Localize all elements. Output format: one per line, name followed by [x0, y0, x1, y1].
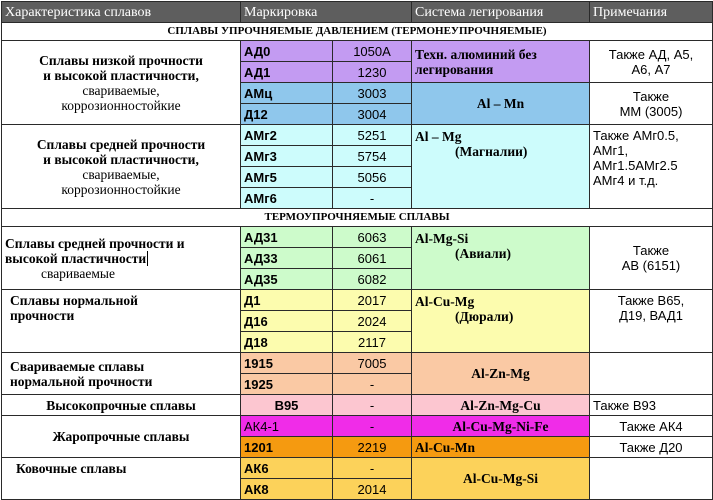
note-al-mg-line4: АМг4 и т.д. [593, 173, 659, 188]
group-medium-heat-line1: Сплавы средней прочности и [5, 235, 185, 251]
section-row [2, 23, 713, 41]
note-1201: Также Д20 [590, 437, 713, 458]
note-tech-al-line1: Также АД, А5, [608, 46, 694, 62]
group-weldable-line1: Свариваемые сплавы [10, 358, 145, 374]
intl-amg2: 5251 [333, 125, 412, 146]
group-medium-heat-line3: свариваемые [41, 265, 115, 281]
system-al-cu-mg-si: Al-Cu-Mg-Si [412, 458, 590, 500]
system-al-cu-mg [412, 290, 590, 353]
note-al-mg-si-line1: Также [632, 243, 670, 258]
group-low-strength-line1: Сплавы низкой прочности [39, 52, 203, 68]
intl-1201: 2219 [333, 437, 412, 458]
section-title-non-hardened: СПЛАВЫ УПРОЧНЯЕМЫЕ ДАВЛЕНИЕМ (ТЕРМОНЕУПРОЧНЯЕМЫЕ) [2, 23, 713, 41]
table-row [2, 125, 713, 146]
table-row [2, 227, 713, 248]
note-v95: Также В93 [590, 395, 713, 416]
grade-d16: Д16 [241, 311, 333, 332]
note-tech-al [590, 41, 713, 83]
system-al-mg-line2: (Магналии) [455, 144, 528, 159]
group-normal-strength [2, 290, 241, 353]
header-marking: Маркировка [241, 2, 412, 23]
grade-1925: 1925 [241, 374, 333, 395]
intl-ad33: 6061 [333, 248, 412, 269]
intl-ad1: 1230 [333, 62, 412, 83]
note-al-mg-si [590, 227, 713, 290]
group-medium-heat-line2-text: высокой пластичности [5, 250, 147, 266]
system-al-mg [412, 125, 590, 209]
group-medium-strength-heat [2, 227, 241, 290]
table-row [2, 395, 713, 416]
grade-ad1: АД1 [241, 62, 333, 83]
note-al-mg [590, 125, 713, 209]
intl-ak41: - [333, 416, 412, 437]
group-medium-strength-line4: коррозионностойкие [61, 181, 181, 197]
group-low-strength [2, 41, 241, 125]
intl-ad35: 6082 [333, 269, 412, 290]
intl-amts: 3003 [333, 83, 412, 104]
grade-amg5: АМг5 [241, 167, 333, 188]
table-row [2, 290, 713, 311]
grade-1201: 1201 [241, 437, 333, 458]
intl-ad0: 1050А [333, 41, 412, 62]
table-row [2, 458, 713, 479]
grade-ak6: АК6 [241, 458, 333, 479]
intl-amg5: 5056 [333, 167, 412, 188]
group-low-strength-line4: коррозионностойкие [61, 97, 181, 113]
note-al-mg-line2: АМг1, [593, 143, 629, 158]
note-al-mn-line2: ММ (3005) [619, 103, 683, 119]
intl-d1: 2017 [333, 290, 412, 311]
group-medium-strength-line3: свариваемые, [82, 166, 160, 182]
section-row [2, 209, 713, 227]
system-al-mg-line1: Al – Mg [415, 129, 462, 144]
intl-d18: 2117 [333, 332, 412, 353]
grade-ad33: АД33 [241, 248, 333, 269]
system-al-cu-mn: Al-Cu-Mn [412, 437, 590, 458]
note-al-cu-mg-line2: Д19, ВАД1 [619, 308, 683, 323]
intl-amg6: - [333, 188, 412, 209]
group-forging: Ковочные сплавы [2, 458, 241, 500]
system-al-cu-mg-ni-fe: Al-Cu-Mg-Ni-Fe [412, 416, 590, 437]
note-al-cu-mg-line1: Также В65, [617, 293, 685, 308]
group-medium-strength [2, 125, 241, 209]
note-al-mg-line1: Также АМг0.5, [593, 128, 679, 143]
system-tech-al [412, 41, 590, 83]
section-title-hardened: ТЕРМОУПРОЧНЯЕМЫЕ СПЛАВЫ [2, 209, 713, 227]
group-medium-heat-line2 [5, 251, 237, 266]
grade-amg6: АМг6 [241, 188, 333, 209]
grade-ad31: АД31 [241, 227, 333, 248]
note-tech-al-line2: А6, А7 [631, 61, 671, 77]
system-tech-al-line2: легирования [415, 61, 494, 77]
table-row [2, 416, 713, 437]
grade-ak41: АК4-1 [241, 416, 333, 437]
note-al-mn-line1: Также [632, 88, 670, 104]
system-al-cu-mg-line2: (Дюрали) [455, 309, 514, 324]
grade-ad0: АД0 [241, 41, 333, 62]
system-al-mn: Al – Mn [412, 83, 590, 125]
header-characteristic: Характеристика сплавов [2, 2, 241, 23]
group-normal-line2: прочности [10, 308, 75, 323]
intl-amg3: 5754 [333, 146, 412, 167]
grade-v95: В95 [241, 395, 333, 416]
group-high-strength: Высокопрочные сплавы [2, 395, 241, 416]
system-tech-al-line1: Техн. алюминий без [415, 46, 537, 62]
group-weldable-line2: нормальной прочности [10, 373, 153, 389]
intl-1925: - [333, 374, 412, 395]
system-al-cu-mg-line1: Al-Cu-Mg [415, 294, 475, 309]
system-al-zn-mg-cu: Al-Zn-Mg-Cu [412, 395, 590, 416]
table-row [2, 353, 713, 374]
note-ak6-ak8 [590, 458, 713, 500]
grade-d1: Д1 [241, 290, 333, 311]
grade-amts: АМц [241, 83, 333, 104]
grade-amg3: АМг3 [241, 146, 333, 167]
intl-ak6: - [333, 458, 412, 479]
system-al-zn-mg: Al-Zn-Mg [412, 353, 590, 395]
note-al-mg-si-line2: АВ (6151) [621, 258, 681, 273]
header-notes: Примечания [590, 2, 713, 23]
grade-d12: Д12 [241, 104, 333, 125]
alloys-table [1, 1, 713, 500]
intl-ak8: 2014 [333, 479, 412, 500]
grade-ak8: АК8 [241, 479, 333, 500]
intl-d16: 2024 [333, 311, 412, 332]
table-row [2, 41, 713, 62]
intl-ad31: 6063 [333, 227, 412, 248]
grade-amg2: АМг2 [241, 125, 333, 146]
intl-1915: 7005 [333, 353, 412, 374]
intl-d12: 3004 [333, 104, 412, 125]
header-row [2, 2, 713, 23]
group-low-strength-line2: и высокой пластичности, [43, 67, 199, 83]
group-weldable-normal [2, 353, 241, 395]
header-alloying: Система легирования [412, 2, 590, 23]
group-low-strength-line3: свариваемые, [82, 82, 160, 98]
grade-d18: Д18 [241, 332, 333, 353]
group-heat-resistant: Жаропрочные сплавы [2, 416, 241, 458]
group-medium-strength-line2: и высокой пластичности, [43, 151, 199, 167]
system-al-mg-si-line1: Al-Mg-Si [415, 231, 469, 246]
grade-ad35: АД35 [241, 269, 333, 290]
note-al-zn-mg [590, 353, 713, 395]
intl-v95: - [333, 395, 412, 416]
note-ak41: Также АК4 [590, 416, 713, 437]
group-medium-strength-line1: Сплавы средней прочности [36, 136, 206, 152]
note-al-cu-mg [590, 290, 713, 353]
system-al-mg-si [412, 227, 590, 290]
grade-1915: 1915 [241, 353, 333, 374]
note-al-mn [590, 83, 713, 125]
group-normal-line1: Сплавы нормальной [10, 293, 138, 308]
system-al-mg-si-line2: (Авиали) [455, 246, 512, 261]
note-al-mg-line3: АМг1.5АМг2.5 [593, 158, 678, 173]
